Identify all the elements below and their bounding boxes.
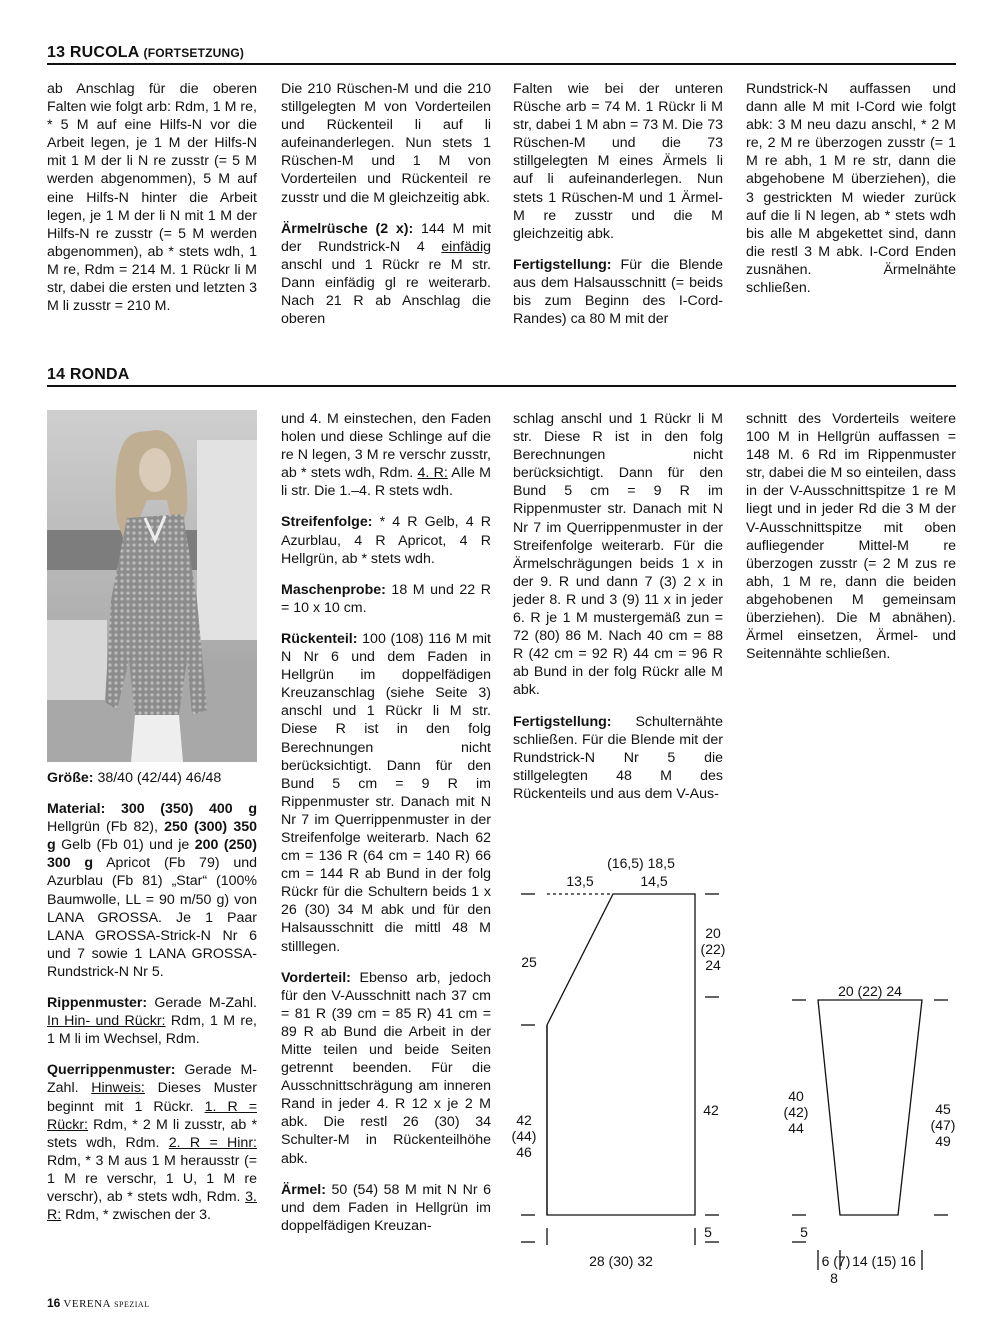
s14-c4-text: schnitt des Vorderteils weitere 100 M in Hellgrün auffassen = 148 M. 6 Rd im Rippenmuster str, dabei die M so einteilen, dass in der V-Ausschnittspitze 1 re M liegt und in jeder Rd die 3 M der V-Ausschnittspitze mit oben aufliegender Mittel-M re überzogen zusstr (= 2 M zus re abh, 1 M re, dann die beiden abgehobenen M gemeinsam überziehen). Die M abnähen). Ärmel einsetzen, Ärmel- und Seitennähte schließen. — [746, 411, 956, 663]
sleeve-left-2: (42) — [783, 1104, 809, 1120]
page-number: 16 — [47, 1296, 61, 1310]
s13-col2-text: Die 210 Rüschen-M und die 210 stillgelegten M von Vorderteilen und Rückenteil li auf li aufeinanderlegen. Nun stets 1 Rüschen-M und 1 M von Vorderteilen und Rückenteil re zusstr und die M gleichzeitig abk. — [281, 81, 491, 206]
s14-streifen-text: * 4 R Gelb, 4 R Azurblau, 4 R Apricot, 4 R Hellgrün, ab * stets wdh. — [281, 514, 491, 567]
s14-aermel-label: Ärmel: — [281, 1181, 326, 1198]
sleeve-bottom-a: 6 (7) — [821, 1253, 851, 1269]
s14-c2-t1: und 4. M einstechen, den Faden holen und diese Schlinge auf die re N legen, 3 M re verschr zusstr, ab * stets wdh, Rdm. — [281, 411, 491, 482]
s14-ruecken-text: 100 (108) 116 M mit N Nr 6 und dem Faden in Hellgrün im doppelfädigen Kreuzanschlag (siehe Seite 3) anschl und 1 Rückr li M str. Diese R ist in den folg Berechnungen nicht berücksichtigt. Dann für den Bund 5 cm = 9 R im Rippenmuster str. Danach mit N Nr 7 im Querrippenmuster in der Streifenfolge weiterarb. Nach 62 cm = 136 R (64 cm = 140 R) 66 cm = 144 R ab Bund in der folg Rückr für die Schultern beids 1 x 26 (30) 34 M abk und für den Halsausschnitt die mittl 48 M stilllegen. — [281, 630, 491, 955]
s14-fertig-text: Schulternähte schließen. Für die Blende mit der Rundstrick-N Nr 5 die stillgelegten 48 M des Rückenteils und aus dem V-Aus- — [513, 713, 723, 802]
magazine-edition: SPEZIAL — [114, 1300, 150, 1309]
s14-material-t3: Apricot (Fb 79) und Azurblau (Fb 81) „Star“ (100% Baumwolle, LL = 90 m/50 g) von LANA GROSSA. Je 1 Paar LANA GROSSA-Strick-N Nr 6 und 7 sowie 1 LANA GROSSA-Rundstrick-N Nr 5. — [47, 855, 257, 980]
body-top-label: (16,5) 18,5 — [607, 855, 675, 871]
s13-aermelruesche-text2: anschl und 1 Rückr re M str. Dann einfädig gl re weiterarb. Nach 21 R ab Anschlag die oberen — [281, 256, 491, 328]
sleeve-left-bottom: 5 — [800, 1224, 808, 1240]
s13-col4-text: Rundstrick-N auffassen und dann alle M mit I-Cord wie folgt abk: 3 M neu dazu anschl, * 2 M re, 2 M re überzogen zusstr (= 1 M re abh, 1 M re str, dann die abgehobene M überziehen), die 3 gestrickten M wieder zurück auf die li N legen, ab * stets wdh bis alle M abgekettet sind, dann die restl 3 M abk. I-Cord Enden zusnähen. Ärmelnähte schließen. — [746, 81, 956, 297]
s14-quer-u4: 3. R: — [47, 1188, 257, 1224]
body-schematic — [521, 894, 719, 1245]
sleeve-schematic — [792, 1000, 948, 1270]
body-neck-width: 13,5 — [566, 873, 594, 889]
s14-vorder-label: Vorderteil: — [281, 969, 351, 986]
sleeve-right-1: 45 — [935, 1101, 951, 1117]
s14-aermel-text: 50 (54) 58 M mit N Nr 6 und dem Faden in Hellgrün im doppelfädigen Kreuzan- — [281, 1181, 491, 1234]
s13-fertigstellung-label: Fertigstellung: — [513, 256, 612, 273]
s14-streifen-label: Streifenfolge: — [281, 514, 373, 531]
body-shoulder-width: 14,5 — [640, 873, 668, 889]
s14-material-t2: Gelb (Fb 01) und je — [55, 837, 195, 854]
s14-rippen-label: Rippenmuster: — [47, 995, 148, 1012]
s14-quer-t5: Rdm, * zwischen der 3. — [61, 1207, 212, 1224]
body-left-mid-3: 46 — [516, 1144, 532, 1160]
sleeve-bottom-b: 8 — [830, 1270, 838, 1286]
s14-quer-u2: 1. R = Rückr: — [47, 1098, 257, 1133]
s14-size-label: Größe: — [47, 770, 94, 786]
sleeve-left-3: 44 — [788, 1120, 804, 1136]
body-right-top-1: 20 — [705, 925, 721, 941]
sleeve-right-2: (47) — [930, 1117, 956, 1133]
s13-fertigstellung-text: Für die Blende aus dem Halsausschnitt (= beids bis zum Beginn des I-Cord-Randes) ca 80 M mit der — [513, 256, 723, 328]
s13-col1-text: ab Anschlag für die oberen Falten wie folgt arb: Rdm, 1 M re, * 5 M auf eine Hilfs-N vor die Arbeit legen, je 1 M der Hilfs-N mit 1 M der li N re zusstr (= 5 M werden abgenommen), 5 M auf eine Hilfs-N hinter die Arbeit legen, je 1 M der li N mit 1 M der Hilfs-N re zusstr (= 5 M werden abgenommen), ab * stets wdh, 1 M re, Rdm = 214 M. 1 Rückr li M str, dabei die ersten und letzten 3 M li zusstr = 210 M. — [47, 81, 257, 315]
section-13-name: 13 RUCOLA — [47, 44, 139, 61]
s14-rippen-t1: Gerade M-Zahl. — [147, 995, 257, 1012]
s14-fertig-label: Fertigstellung: — [513, 713, 612, 730]
s14-probe-label: Maschenprobe: — [281, 581, 386, 598]
s14-material-label: Material: 300 (350) 400 g — [47, 801, 257, 818]
body-left-mid-2: (44) — [511, 1128, 537, 1144]
s14-material-t1: Hellgrün (Fb 82), — [47, 819, 165, 836]
s13-aermelruesche-underline: einfädig — [441, 238, 491, 255]
s14-rippen-u: In Hin- und Rückr: — [47, 1013, 166, 1030]
s13-col3-text: Falten wie bei der unteren Rüsche arb = 74 M. 1 Rückr li M str, dabei 1 M abn = 73 M. Die 73 Rüschen-M und die 73 stillgelegten M eines Ärmels li auf li aufeinanderlegen. Nun stets 1 Rüschen-M und 1 Ärmel-M re zusstr und die M gleichzeitig abk. — [513, 81, 723, 242]
body-outline — [547, 894, 695, 1215]
s14-quer-u1: Hinweis: — [91, 1080, 145, 1097]
body-right-top-3: 24 — [705, 957, 721, 973]
s14-quer-t2: Dieses Muster beginnt mit 1 Rückr. — [47, 1080, 258, 1115]
s14-c3-text: schlag anschl und 1 Rückr li M str. Diese R ist in den folg Berechnungen nicht berücksichtigt. Dann für den Bund 5 cm = 9 R im Rippenmuster str. Danach mit N Nr 7 im Querrippenmuster in der Streifenfolge weiterarb. Für die Ärmelschrägungen beids 1 x in der 9. R und dann 7 (3) 2 x in jeder 8. R und 3 (9) 11 x in jeder 6. R je 1 M mustergemäß zun = 72 (80) 86 M. Nach 40 cm = 88 R (42 cm = 92 R) 44 cm = 96 R ab Bund in der folg Rückr alle M abk. — [513, 411, 723, 699]
body-right-mid: 42 — [703, 1102, 719, 1118]
body-right-top-2: (22) — [700, 941, 726, 957]
section-13-subtitle: (FORTSETZUNG) — [143, 46, 245, 60]
s13-aermelruesche-label: Ärmelrüsche (2 x): — [281, 220, 414, 237]
body-left-mid-1: 42 — [516, 1112, 532, 1128]
s14-ruecken-label: Rückenteil: — [281, 630, 358, 647]
s14-quer-t4: Rdm, * 3 M aus 1 M herausstr (= 1 M re verschr, 1 U, 1 M re verschr), ab * stets wdh, Rdm. — [47, 1152, 257, 1205]
s13-aermelruesche-text1: 144 M mit der Rundstrick-N 4 — [281, 220, 492, 255]
s14-material-b2: 200 (250) 300 g — [47, 837, 257, 872]
s14-size-value: 38/40 (42/44) 46/48 — [93, 770, 222, 786]
sleeve-left-1: 40 — [788, 1088, 804, 1104]
page-footer — [47, 1296, 150, 1310]
magazine-name: VERENA — [63, 1298, 112, 1310]
s14-rippen-t2: Rdm, 1 M re, 1 M li im Wechsel, Rdm. — [47, 1013, 257, 1048]
sleeve-outline — [818, 1000, 922, 1215]
body-right-bottom: 5 — [704, 1224, 712, 1240]
sleeve-bottom-c: 14 (15) 16 — [852, 1253, 916, 1269]
s14-c2-t2: Alle M li str. Die 1.–4. R stets wdh. — [281, 465, 491, 500]
s14-quer-u3: 2. R = Hinr: — [168, 1134, 257, 1151]
s14-probe-text: 18 M und 22 R = 10 x 10 cm. — [281, 581, 491, 616]
sleeve-top-width: 20 (22) 24 — [838, 983, 902, 999]
s14-quer-t3: Rdm, * 2 M li zusstr, ab * stets wdh, Rdm. — [47, 1116, 257, 1151]
body-left-top: 25 — [521, 954, 537, 970]
sleeve-right-3: 49 — [935, 1133, 951, 1149]
s14-c2-u: 4. R: — [417, 465, 448, 482]
body-bottom-width: 28 (30) 32 — [589, 1253, 653, 1269]
s14-quer-label: Querrippenmuster: — [47, 1062, 176, 1079]
s14-quer-t1: Gerade M-Zahl. — [47, 1062, 257, 1097]
section-14-title: 14 RONDA — [47, 366, 130, 383]
s14-material-b1: 250 (300) 350 g — [47, 819, 257, 854]
s14-vorder-text: Ebenso arb, jedoch für den V-Ausschnitt nach 37 cm = 81 R (39 cm = 85 R) 41 cm = 89 R ab Bund die Arbeit in der Mitte teilen und beide Seiten getrennt beenden. Für die Ausschnittschrägung am inneren Rand in jeder 4. R 12 x je 2 M abk. Die restl 26 (30) 34 Schulter-M in Rückenteilhöhe abk. — [281, 969, 491, 1167]
